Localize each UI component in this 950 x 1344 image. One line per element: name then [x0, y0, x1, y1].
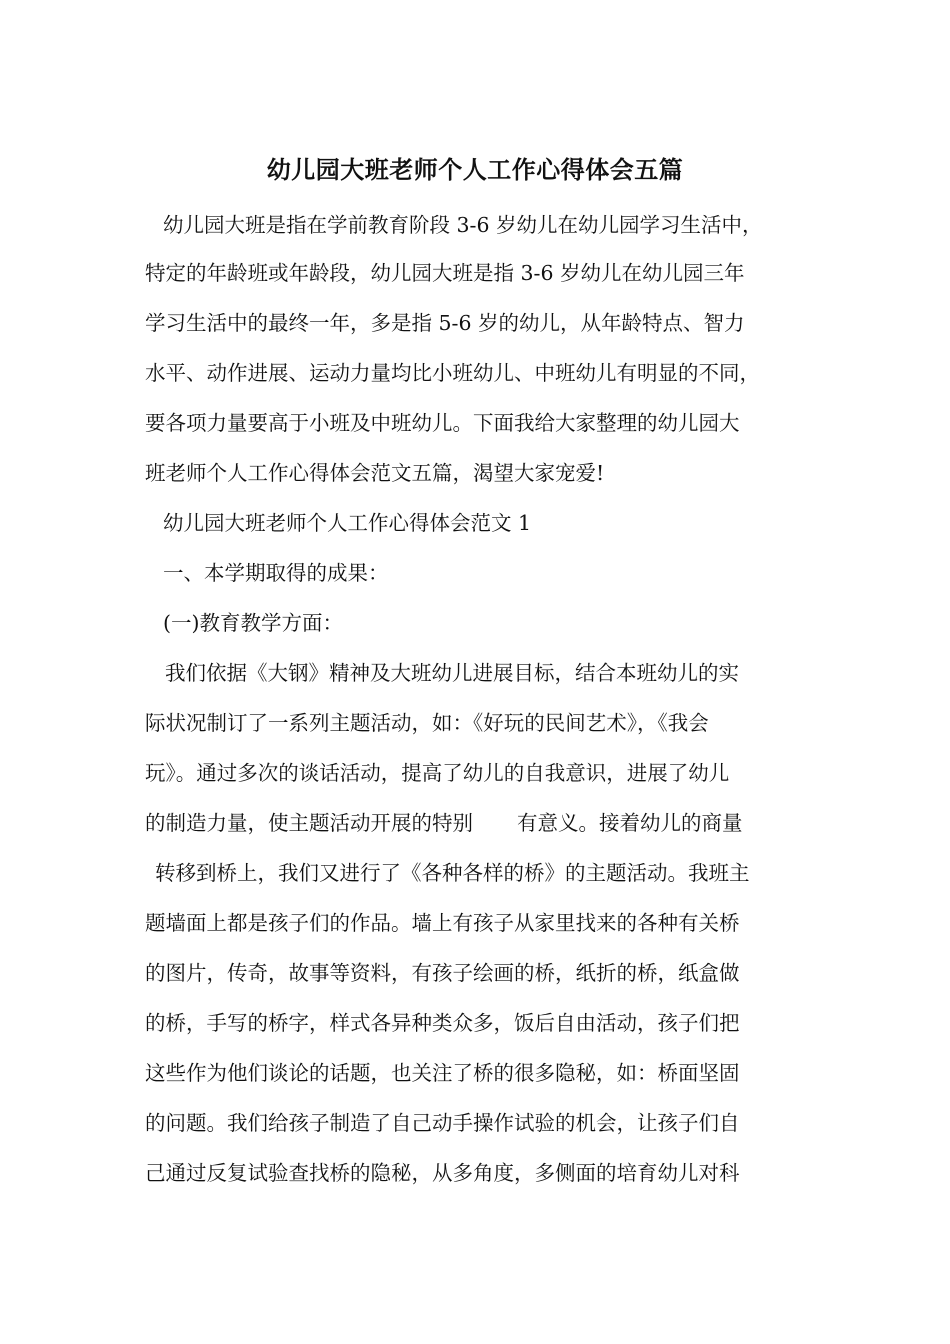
paragraph-line: 玩》。通过多次的谈话活动，提高了幼儿的自我意识，进展了幼儿 — [145, 761, 730, 785]
paragraph-line: 幼儿园大班是指在学前教育阶段 3-6 岁幼儿在幼儿园学习生活中， — [163, 213, 763, 237]
paragraph-line: 班老师个人工作心得体会范文五篇，渴望大家宠爱! — [145, 461, 605, 485]
paragraph-line: 学习生活中的最终一年，多是指 5-6 岁的幼儿，从年龄特点、智力 — [145, 311, 745, 335]
subsection-heading: (一)教育教学方面： — [163, 611, 343, 635]
paragraph-line: 己通过反复试验查找桥的隐秘，从多角度，多侧面的培育幼儿对科 — [145, 1161, 740, 1185]
paragraph-line — [145, 808, 835, 838]
line-segment: 的制造力量，使主题活动开展的特别 — [145, 811, 473, 835]
section-heading: 幼儿园大班老师个人工作心得体会范文 1 — [163, 511, 532, 535]
document-title: 幼儿园大班老师个人工作心得体会五篇 — [266, 156, 684, 184]
paragraph-line: 这些作为他们谈论的话题，也关注了桥的很多隐秘，如：桥面坚固 — [145, 1061, 740, 1085]
paragraph-line: 的问题。我们给孩子制造了自己动手操作试验的机会，让孩子们自 — [145, 1111, 740, 1135]
paragraph-line: 我们依据《大钢》精神及大班幼儿进展目标，结合本班幼儿的实 — [165, 661, 739, 685]
paragraph-line: 特定的年龄班或年龄段，幼儿园大班是指 3-6 岁幼儿在幼儿园三年 — [145, 261, 745, 285]
paragraph-line: 转移到桥上，我们又进行了《各种各样的桥》的主题活动。我班主 — [155, 861, 750, 885]
paragraph-line: 水平、动作进展、运动力量均比小班幼儿、中班幼儿有明显的不同， — [145, 361, 760, 385]
paragraph-line: 要各项力量要高于小班及中班幼儿。下面我给大家整理的幼儿园大 — [145, 411, 740, 435]
paragraph-line: 的桥，手写的桥字，样式各异种类众多，饭后自由活动，孩子们把 — [145, 1011, 740, 1035]
paragraph-line: 题墙面上都是孩子们的作品。墙上有孩子从家里找来的各种有关桥 — [145, 911, 740, 935]
paragraph-line: 的图片，传奇，故事等资料，有孩子绘画的桥，纸折的桥，纸盒做 — [145, 961, 740, 985]
paragraph-line: 际状况制订了一系列主题活动，如：《好玩的民间艺术》，《我会 — [145, 711, 709, 735]
line-segment: 有意义。接着幼儿的商量 — [517, 811, 743, 835]
subsection-heading: 一、本学期取得的成果： — [163, 561, 389, 585]
